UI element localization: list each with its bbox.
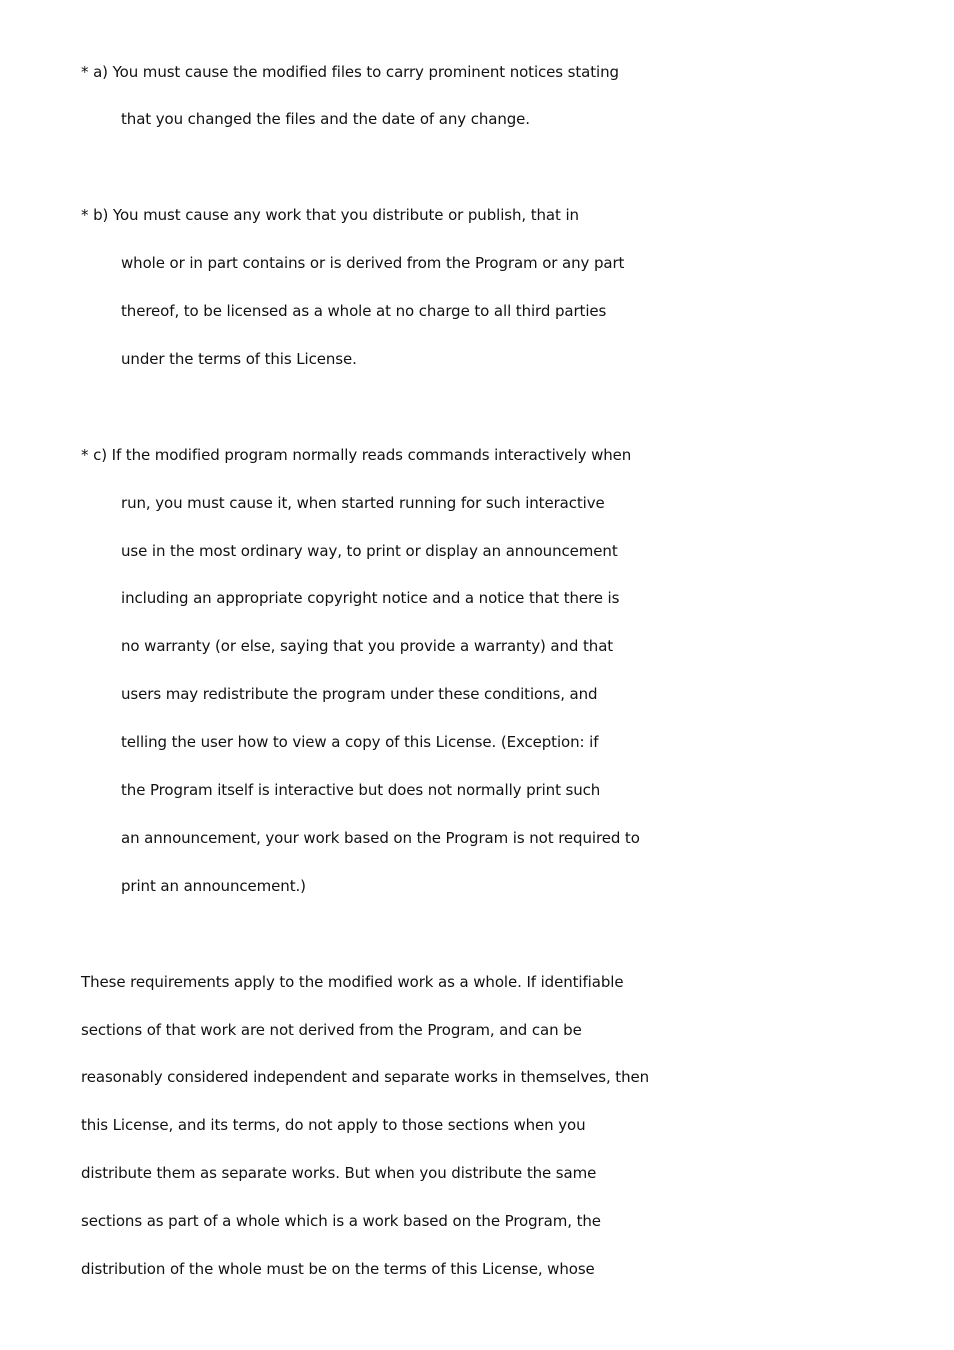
- text-line: * b) You must cause any work that you distribute or publish, that in: [81, 206, 579, 224]
- text-line: an announcement, your work based on the Program is not required to: [121, 829, 640, 847]
- text-line: including an appropriate copyright notice and a notice that there is: [121, 589, 620, 607]
- text-line: distribution of the whole must be on the terms of this License, whose: [81, 1260, 595, 1278]
- text-line: no warranty (or else, saying that you provide a warranty) and that: [121, 637, 614, 655]
- text-line: sections as part of a whole which is a work based on the Program, the: [81, 1212, 601, 1230]
- text-line: run, you must cause it, when started running for such interactive: [121, 494, 605, 512]
- text-line: telling the user how to view a copy of this License. (Exception: if: [121, 733, 599, 751]
- text-line: whole or in part contains or is derived from the Program or any part: [121, 254, 625, 272]
- text-line: * c) If the modified program normally reads commands interactively when: [81, 446, 632, 464]
- text-line: this License, and its terms, do not apply to those sections when you: [81, 1116, 586, 1134]
- text-line: sections of that work are not derived from the Program, and can be: [81, 1021, 582, 1039]
- text-line: that you changed the files and the date of any change.: [121, 110, 530, 128]
- text-line: print an announcement.): [121, 877, 306, 895]
- text-line: under the terms of this License.: [121, 350, 357, 368]
- text-line: thereof, to be licensed as a whole at no charge to all third parties: [121, 302, 607, 320]
- text-line: users may redistribute the program under these conditions, and: [121, 685, 598, 703]
- text-line: distribute them as separate works. But when you distribute the same: [81, 1164, 597, 1182]
- text-line: use in the most ordinary way, to print or display an announcement: [121, 542, 618, 560]
- text-line: These requirements apply to the modified work as a whole. If identifiable: [81, 973, 624, 991]
- text-line: * a) You must cause the modified files to carry prominent notices stating: [81, 63, 619, 81]
- text-line: reasonably considered independent and separate works in themselves, then: [81, 1068, 650, 1086]
- text-line: the Program itself is interactive but does not normally print such: [121, 781, 601, 799]
